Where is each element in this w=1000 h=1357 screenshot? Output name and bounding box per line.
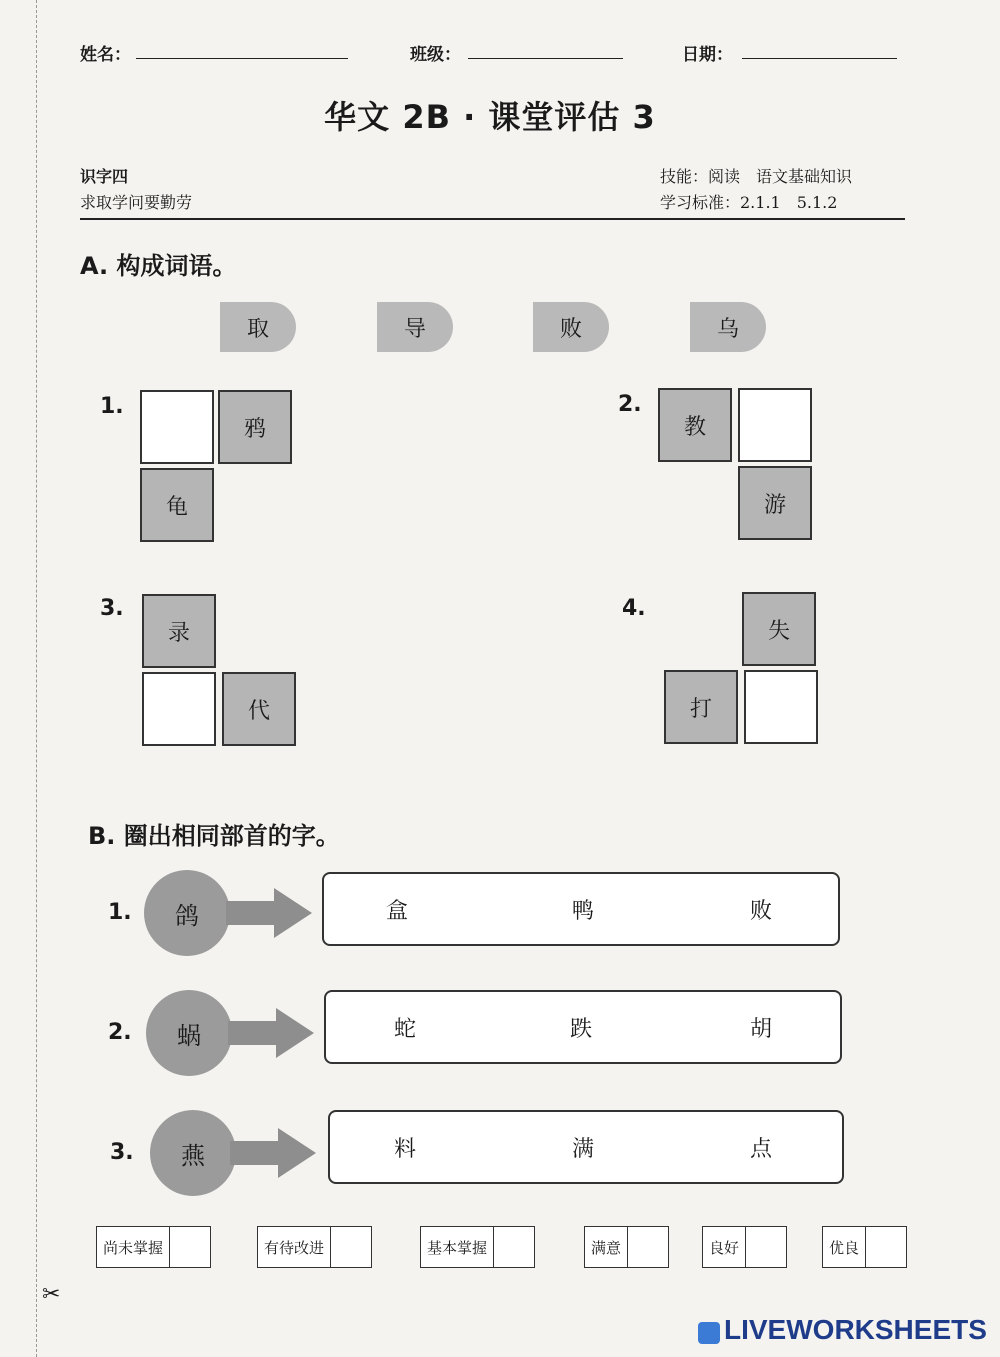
lesson-subtitle: 求取学问要勤劳 xyxy=(80,193,193,212)
rating-label: 基本掌握 xyxy=(421,1227,494,1267)
options-box xyxy=(324,990,842,1064)
rating-label: 有待改进 xyxy=(258,1227,331,1267)
option-char[interactable]: 鸭 xyxy=(572,899,595,924)
option-char[interactable]: 胡 xyxy=(750,1017,773,1042)
watermark: LIVEWORKSHEETS xyxy=(724,1314,987,1345)
word-cell: 游 xyxy=(738,466,812,540)
rating-box[interactable] xyxy=(420,1226,535,1268)
date-label: 日期： xyxy=(682,45,733,65)
question-number: 1. xyxy=(108,900,132,925)
answer-box[interactable] xyxy=(142,672,216,746)
section-a-heading: A. 构成词语。 xyxy=(80,252,237,280)
rating-checkbox[interactable] xyxy=(866,1227,906,1267)
date-field[interactable] xyxy=(742,58,897,59)
arrow-right-icon xyxy=(228,1006,316,1060)
rating-checkbox[interactable] xyxy=(628,1227,668,1267)
options-box xyxy=(328,1110,844,1184)
word-cell: 鸦 xyxy=(218,390,292,464)
word-cell: 代 xyxy=(222,672,296,746)
word-cell: 打 xyxy=(664,670,738,744)
lesson-label: 识字四 xyxy=(80,167,129,186)
name-label: 姓名： xyxy=(80,45,131,65)
option-char[interactable]: 败 xyxy=(750,899,773,924)
liveworksheets-logo-icon xyxy=(698,1322,720,1344)
rating-checkbox[interactable] xyxy=(331,1227,371,1267)
option-char[interactable]: 蛇 xyxy=(394,1017,417,1042)
word-cell: 录 xyxy=(142,594,216,668)
rating-box[interactable] xyxy=(702,1226,787,1268)
radical-circle: 鸽 xyxy=(144,870,230,956)
question-number: 2. xyxy=(108,1020,132,1045)
rating-box[interactable] xyxy=(822,1226,907,1268)
word-cell: 失 xyxy=(742,592,816,666)
question-number: 4. xyxy=(622,596,646,621)
rating-label: 尚未掌握 xyxy=(97,1227,170,1267)
rating-box[interactable] xyxy=(96,1226,211,1268)
question-number: 1. xyxy=(100,394,124,419)
question-number: 3. xyxy=(110,1140,134,1165)
rating-box[interactable] xyxy=(584,1226,669,1268)
header-divider xyxy=(80,218,905,220)
option-char[interactable]: 盒 xyxy=(386,899,409,924)
arrow-right-icon xyxy=(230,1126,318,1180)
option-char[interactable]: 点 xyxy=(750,1137,773,1162)
rating-checkbox[interactable] xyxy=(746,1227,786,1267)
answer-box[interactable] xyxy=(738,388,812,462)
class-field[interactable] xyxy=(468,58,623,59)
choice-tile[interactable]: 导 xyxy=(377,302,453,352)
choice-tile[interactable]: 乌 xyxy=(690,302,766,352)
options-box xyxy=(322,872,840,946)
answer-box[interactable] xyxy=(744,670,818,744)
name-field[interactable] xyxy=(136,58,348,59)
section-b-heading: B. 圈出相同部首的字。 xyxy=(88,822,340,850)
class-label: 班级： xyxy=(410,45,461,65)
scissors-icon: ✂ xyxy=(42,1282,61,1307)
rating-label: 满意 xyxy=(585,1227,628,1267)
question-number: 3. xyxy=(100,596,124,621)
option-char[interactable]: 跌 xyxy=(570,1017,593,1042)
skills-text: 技能：阅读 语文基础知识 xyxy=(660,167,853,186)
arrow-right-icon xyxy=(226,886,314,940)
word-cell: 龟 xyxy=(140,468,214,542)
radical-circle: 蜗 xyxy=(146,990,232,1076)
rating-label: 良好 xyxy=(703,1227,746,1267)
radical-circle: 燕 xyxy=(150,1110,236,1196)
choice-tile[interactable]: 败 xyxy=(533,302,609,352)
word-cell: 教 xyxy=(658,388,732,462)
question-number: 2. xyxy=(618,392,642,417)
rating-checkbox[interactable] xyxy=(494,1227,534,1267)
option-char[interactable]: 满 xyxy=(572,1137,595,1162)
cut-line xyxy=(36,0,37,1357)
standards-text: 学习标准：2.1.1 5.1.2 xyxy=(660,193,838,212)
rating-box[interactable] xyxy=(257,1226,372,1268)
option-char[interactable]: 料 xyxy=(394,1137,417,1162)
answer-box[interactable] xyxy=(140,390,214,464)
page-title: 华文 2B · 课堂评估 3 xyxy=(324,98,656,136)
rating-checkbox[interactable] xyxy=(170,1227,210,1267)
choice-tile[interactable]: 取 xyxy=(220,302,296,352)
rating-label: 优良 xyxy=(823,1227,866,1267)
